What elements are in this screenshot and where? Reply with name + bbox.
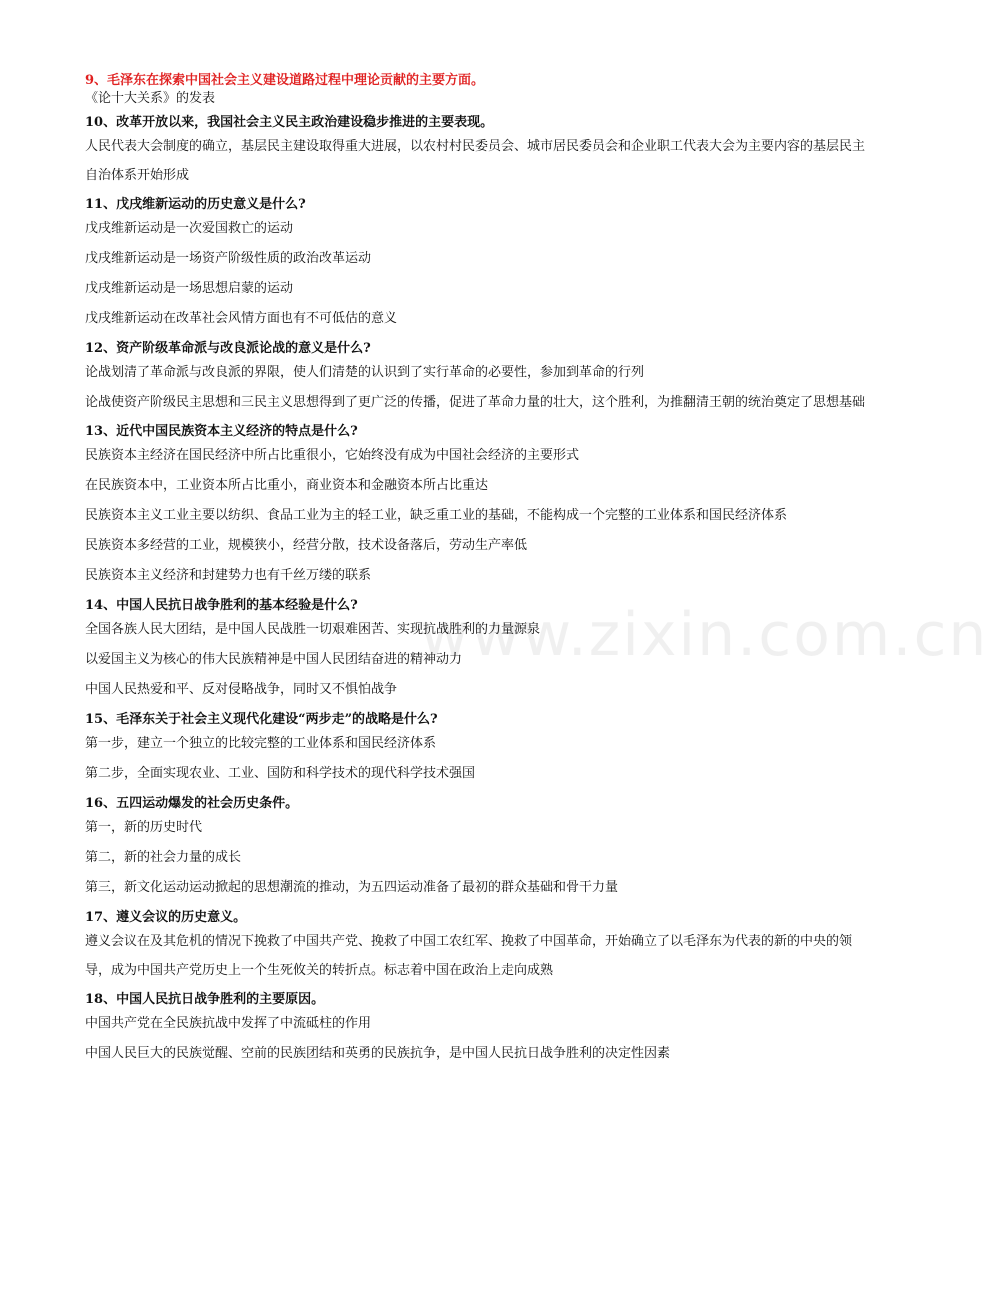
answer-line: 民族资本主义经济和封建势力也有千丝万缕的联系 <box>85 568 372 583</box>
question-heading: 13、近代中国民族资本主义经济的特点是什么? <box>85 424 358 439</box>
answer-line: 中国人民热爱和平、反对侵略战争，同时又不惧怕战争 <box>85 682 398 697</box>
question-heading: 17、遵义会议的历史意义。 <box>85 910 247 925</box>
answer-line: 论战使资产阶级民主思想和三民主义思想得到了更广泛的传播，促进了革命力量的壮大，这个胜利，为推翻清王朝的统治奠定了思想基础 <box>85 395 866 410</box>
answer-line: 全国各族人民大团结，是中国人民战胜一切艰难困苦、实现抗战胜利的力量源泉 <box>85 622 541 637</box>
answer-line: 民族资本多经营的工业，规模狭小，经营分散，技术设备落后，劳动生产率低 <box>85 538 528 553</box>
answer-line: 戊戌维新运动是一场资产阶级性质的政治改革运动 <box>85 251 372 266</box>
answer-line: 第一，新的历史时代 <box>85 820 203 835</box>
answer-line: 中国共产党在全民族抗战中发挥了中流砥柱的作用 <box>85 1016 372 1031</box>
answer-line: 中国人民巨大的民族觉醒、空前的民族团结和英勇的民族抗争，是中国人民抗日战争胜利的决定性因素 <box>85 1046 671 1061</box>
question-heading: 12、资产阶级革命派与改良派论战的意义是什么? <box>85 341 371 356</box>
watermark: www.zixin.com.cn <box>420 600 988 670</box>
answer-line: 人民代表大会制度的确立，基层民主建设取得重大进展，以农村村民委员会、城市居民委员会和企业职工代表大会为主要内容的基层民主自治体系开始形成 <box>85 139 866 183</box>
answer-line: 论战划清了革命派与改良派的界限，使人们清楚的认识到了实行革命的必要性，参加到革命的行列 <box>85 365 645 380</box>
answer-line: 在民族资本中，工业资本所占比重小，商业资本和金融资本所占比重达 <box>85 478 489 493</box>
question-heading: 14、中国人民抗日战争胜利的基本经验是什么? <box>85 598 358 613</box>
answer-line: 戊戌维新运动是一场思想启蒙的运动 <box>85 281 294 296</box>
answer-line: 第一步，建立一个独立的比较完整的工业体系和国民经济体系 <box>85 736 437 751</box>
question-heading: 18、中国人民抗日战争胜利的主要原因。 <box>85 992 325 1007</box>
answer-line: 第二步，全面实现农业、工业、国防和科学技术的现代科学技术强国 <box>85 766 476 781</box>
answer-line: 第三，新文化运动运动掀起的思想潮流的推动，为五四运动准备了最初的群众基础和骨干力量 <box>85 880 619 895</box>
question-heading: 9、毛泽东在探索中国社会主义建设道路过程中理论贡献的主要方面。 <box>85 73 485 88</box>
question-heading: 10、改革开放以来，我国社会主义民主政治建设稳步推进的主要表现。 <box>85 115 494 130</box>
answer-line: 民族资本主义工业主要以纺织、食品工业为主的轻工业，缺乏重工业的基础，不能构成一个完整的工业体系和国民经济体系 <box>85 508 788 523</box>
question-heading: 11、戊戌维新运动的历史意义是什么? <box>85 197 306 212</box>
answer-line: 戊戌维新运动是一次爱国救亡的运动 <box>85 221 294 236</box>
answer-line: 第二，新的社会力量的成长 <box>85 850 242 865</box>
answer-line: 戊戌维新运动在改革社会风情方面也有不可低估的意义 <box>85 311 398 326</box>
document-body <box>85 72 870 1069</box>
answer-line: 以爱国主义为核心的伟大民族精神是中国人民团结奋进的精神动力 <box>85 652 463 667</box>
question-heading: 16、五四运动爆发的社会历史条件。 <box>85 796 299 811</box>
question-heading: 15、毛泽东关于社会主义现代化建设“两步走”的战略是什么? <box>85 712 438 727</box>
answer-line: 《论十大关系》的发表 <box>85 91 216 106</box>
answer-line: 民族资本主经济在国民经济中所占比重很小，它始终没有成为中国社会经济的主要形式 <box>85 448 580 463</box>
answer-line: 遵义会议在及其危机的情况下挽救了中国共产党、挽救了中国工农红军、挽救了中国革命，开始确立了以毛泽东为代表的新的中央的领导，成为中国共产党历史上一个生死攸关的转折点。标志着中国在政治上走向成熟 <box>85 934 853 978</box>
